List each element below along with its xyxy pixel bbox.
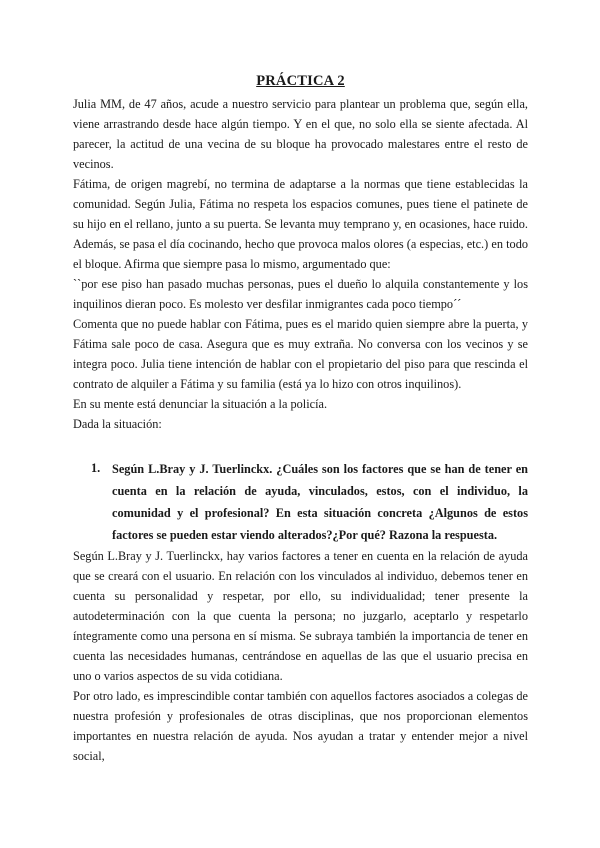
answer-paragraph-individual: Según L.Bray y J. Tuerlinckx, hay varios factores a tener en cuenta en la relación de ayuda que se creará con el usuario. En relación con los vinculados al individuo, debemos tener en cuenta su personalidad y respetar, por ello, su individualidad; tener presente la autodeterminación con la que cuenta la persona; no juzgarlo, aceptarlo y respetarlo íntegramente como una persona en sí misma. Se subraya también la importancia de tener en cuenta las necesidades humanas, centrándose en aquellas de las que el usuario precisa en uno o varios aspectos de su vida cotidiana. — [73, 549, 528, 683]
question-text: Según L.Bray y J. Tuerlinckx. ¿Cuáles son los factores que se han de tener en cuenta en la relación de ayuda, vinculados, estos, con el individuo, la comunidad y el profesional? En esta situación concreta ¿Algunos de estos factores se pueden estar viendo alterados?¿Por qué? Razona la respuesta. — [112, 462, 528, 542]
question-item — [91, 458, 528, 546]
answer-paragraph-colleagues: Por otro lado, es imprescindible contar también con aquellos factores asociados a colegas de nuestra profesión y profesionales de otras disciplinas, que nos proporcionan elementos importantes en nuestra relación de ayuda. Nos ayudan a tratar y entender mejor a nivel social, — [73, 689, 528, 763]
question-number: 1. — [91, 461, 101, 475]
paragraph-case-intro: Julia MM, de 47 años, acude a nuestro servicio para plantear un problema que, según ella, viene arrastrando desde hace algún tiempo. Y en el que, no solo ella se siente afectada. Al parecer, la actitud de una vecina de su bloque ha provocado malestares entre el resto de vecinos. — [73, 97, 528, 171]
paragraph-situation-lead: Dada la situación: — [73, 417, 162, 431]
document-title: PRÁCTICA 2 — [256, 73, 345, 89]
paragraph-fatima-description: Fátima, de origen magrebí, no termina de adaptarse a la normas que tiene establecidas la comunidad. Según Julia, Fátima no respeta los espacios comunes, pues tiene el patinete de su hijo en el rellano, junto a su puerta. Se levanta muy temprano y, en ocasiones, hace ruido. Además, se pasa el día cocinando, hecho que provoca malos olores (a especias, etc.) en todo el bloque. Afirma que siempre pasa lo mismo, argumentado que: — [73, 177, 528, 271]
paragraph-police: En su mente está denunciar la situación a la policía. — [73, 397, 328, 411]
paragraph-quote: ``por ese piso han pasado muchas personas, pues el dueño lo alquila constantemente y los inquilinos dieran poco. Es molesto ver desfilar inmigrantes cada poco tiempo´´ — [73, 277, 528, 311]
paragraph-julia-comments: Comenta que no puede hablar con Fátima, pues es el marido quien siempre abre la puerta, y Fátima sale poco de casa. Asegura que es muy extraña. No conversa con los vecinos y se integra poco. Julia tiene intención de hablar con el propietario del piso para que rescinda el contrato de alquiler a Fátima y su familia (está ya lo hizo con otros inquilinos). — [73, 317, 528, 391]
